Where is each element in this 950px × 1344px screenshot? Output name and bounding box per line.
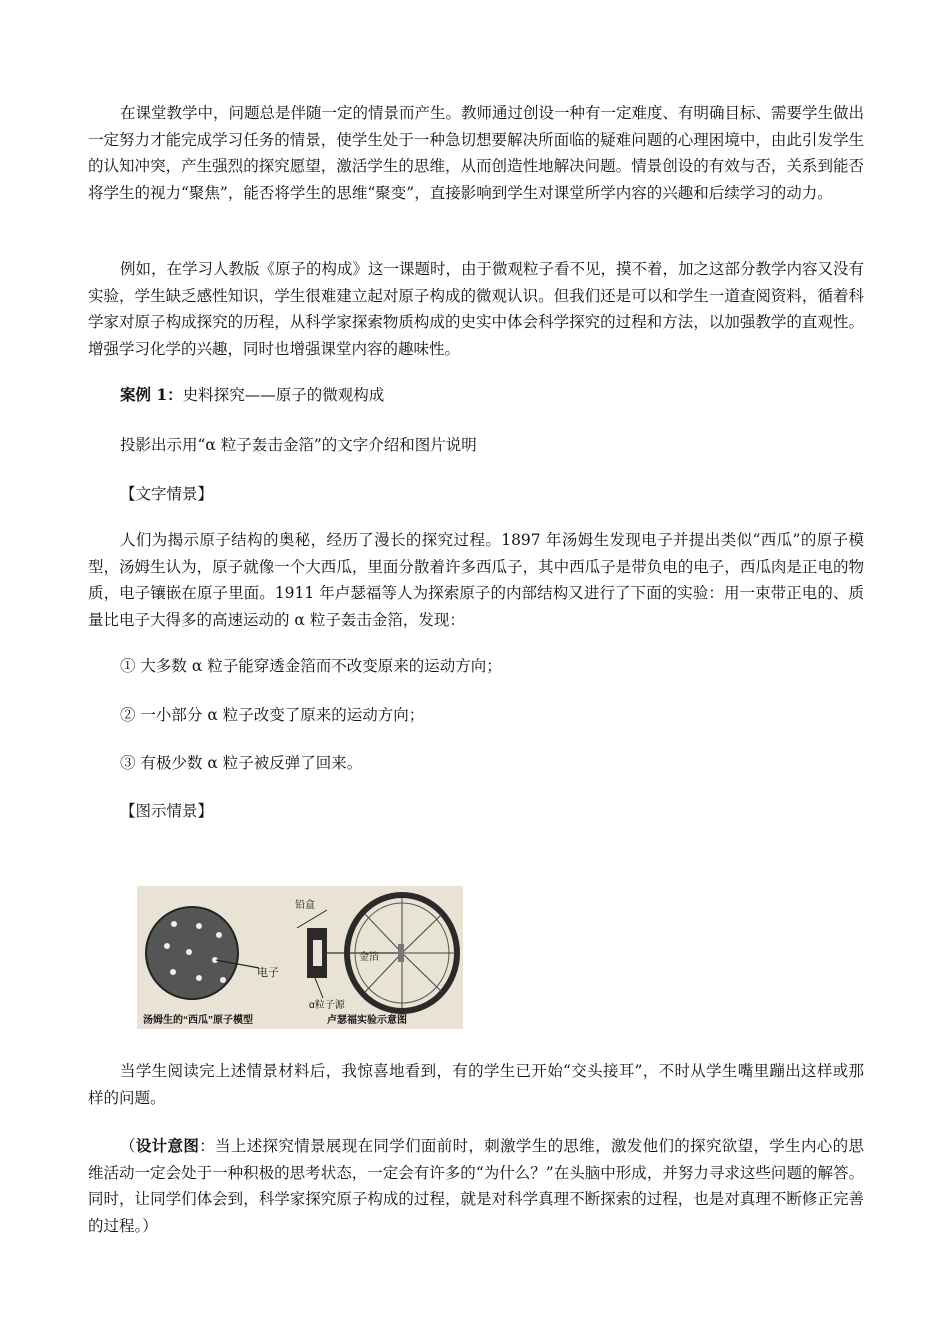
design-open-paren: （ bbox=[120, 1137, 136, 1155]
label-electron: 电子 bbox=[257, 967, 279, 979]
projection-note: 投影出示用“α 粒子轰击金箔”的文字介绍和图片说明 bbox=[120, 436, 477, 454]
finding-item-2: ② 一小部分 α 粒子改变了原来的运动方向； bbox=[120, 706, 425, 724]
case-title: 史料探究——原子的微观构成 bbox=[182, 386, 385, 404]
paragraph-example: 例如，在学习人教版《原子的构成》这一课题时，由于微观粒子看不见，摸不着，加之这部分教学内容又没有实验，学生缺乏感性知识，学生很难建立起对原子构成的微观认识。但我们还是可以和学生一道查阅资料，循着科学家对原子构成探究的历程，从科学家探索物质构成的史实中体会科学探究的过程和方法，以加强教学的直观性。增强学习化学的兴趣，同时也增强课堂内容的趣味性。 bbox=[88, 260, 865, 358]
design-label: 设计意图 bbox=[135, 1136, 200, 1155]
case-heading bbox=[120, 383, 384, 407]
caption-rutherford: 卢瑟福实验示意图 bbox=[327, 1015, 407, 1026]
paragraph-reaction: 当学生阅读完上述情景材料后，我惊喜地看到，有的学生已开始“交头接耳”，不时从学生嘴里蹦出这样或那样的问题。 bbox=[88, 1062, 864, 1107]
figure-drawing bbox=[137, 886, 463, 1029]
label-lead-box: 铅盒 bbox=[295, 900, 315, 911]
finding-item-3: ③ 有极少数 α 粒子被反弹了回来。 bbox=[120, 754, 363, 772]
finding-item-1: ① 大多数 α 粒子能穿透金箔而不改变原来的运动方向； bbox=[120, 657, 502, 675]
case-label: 案例 1： bbox=[120, 385, 183, 404]
paragraph-intro: 在课堂教学中，问题总是伴随一定的情景而产生。教师通过创设一种有一定难度、有明确目标、需要学生做出一定努力才能完成学习任务的情景，使学生处于一种急切想要解决所面临的疑难问题的心理困境中，由此引发学生的认知冲突，产生强烈的探究愿望，激活学生的思维，从而创造性地解决问题。情景创设的有效与否，关系到能否将学生的视力“聚焦”，能否将学生的思维“聚变”，直接影响到学生对课堂所学内容的兴趣和后续学习的动力。 bbox=[88, 104, 865, 202]
label-alpha-source: α粒子源 bbox=[309, 1000, 345, 1011]
image-scene-heading: 【图示情景】 bbox=[120, 802, 214, 820]
thomson-atom bbox=[146, 907, 238, 999]
caption-thomson: 汤姆生的“西瓜”原子模型 bbox=[143, 1015, 253, 1026]
label-gold-foil: 金箔 bbox=[359, 952, 379, 963]
paragraph-history: 人们为揭示原子结构的奥秘，经历了漫长的探究过程。1897 年汤姆生发现电子并提出类似“西瓜”的原子模型，汤姆生认为，原子就像一个大西瓜，里面分散着许多西瓜子，其中西瓜子是带负电的电子，西瓜肉是正电的物质，电子镶嵌在原子里面。1911 年卢瑟福等人为探索原子的内部结构又进行了下面的实验：用一束带正电的、质量比电子大得多的高速运动的 α 粒子轰击金箔，发现： bbox=[88, 531, 864, 629]
paragraph-design-intent bbox=[88, 1133, 864, 1239]
design-text: ：当上述探究情景展现在同学们面前时，刺激学生的思维，激发他们的探究欲望，学生内心的思维活动一定会处于一种积极的思考状态，一定会有许多的“为什么？”在头脑中形成，并努力寻求这些问题的解答。同时，让同学们体会到，科学家探究原子构成的过程，就是对科学真理不断探索的过程，也是对真理不断修正完善的过程。） bbox=[88, 1137, 864, 1235]
text-scene-heading: 【文字情景】 bbox=[120, 485, 214, 503]
rutherford-figure bbox=[137, 886, 463, 1029]
